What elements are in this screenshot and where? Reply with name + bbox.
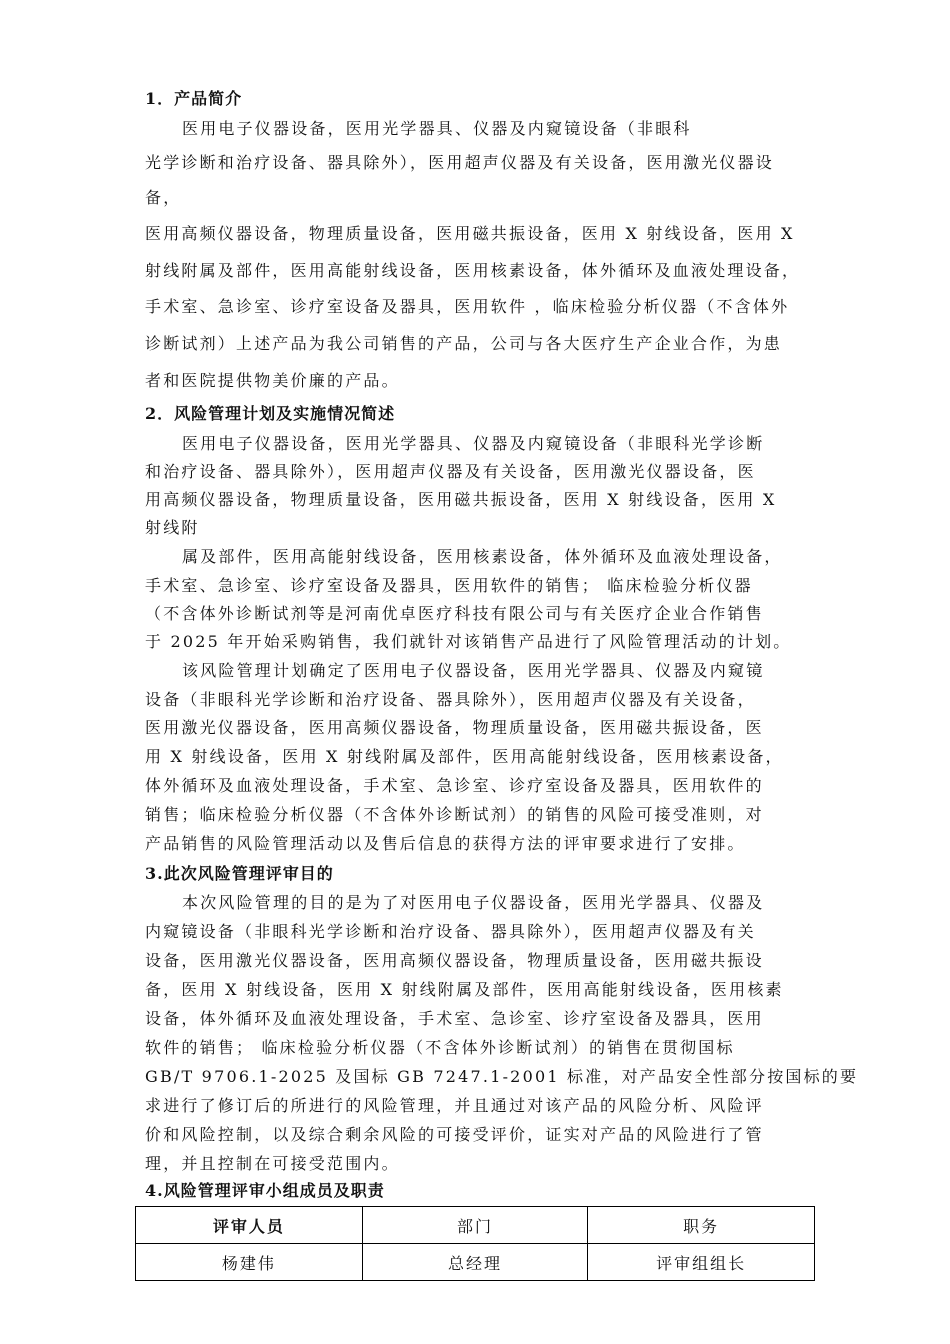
section-4-heading: 4.风险管理评审小组成员及职责 bbox=[145, 1181, 385, 1200]
paragraph-line: 本次风险管理的目的是为了对医用电子仪器设备，医用光学器具、仪器及 bbox=[182, 893, 765, 912]
section-3-heading: 3.此次风险管理评审目的 bbox=[145, 864, 334, 883]
table-header-cell: 部门 bbox=[362, 1207, 588, 1244]
paragraph-line: 备， bbox=[145, 188, 182, 207]
paragraph-line: 和治疗设备、器具除外），医用超声仪器及有关设备，医用激光仪器设备，医 bbox=[145, 462, 756, 481]
paragraph-line: 医用电子仪器设备，医用光学器具、仪器及内窥镜设备（非眼科光学诊断 bbox=[182, 434, 765, 453]
paragraph-line: 于 2025 年开始采购销售，我们就针对该销售产品进行了风险管理活动的计划。 bbox=[145, 632, 792, 651]
paragraph-line: 内窥镜设备（非眼科光学诊断和治疗设备、器具除外），医用超声仪器及有关 bbox=[145, 922, 756, 941]
paragraph-line: 光学诊断和治疗设备、器具除外），医用超声仪器及有关设备，医用激光仪器设 bbox=[145, 153, 775, 172]
paragraph-line: 软件的销售； 临床检验分析仪器（不含体外诊断试剂）的销售在贯彻国标 bbox=[145, 1038, 735, 1057]
paragraph-line: 理，并且控制在可接受范围内。 bbox=[145, 1154, 400, 1173]
paragraph-line: 该风险管理计划确定了医用电子仪器设备，医用光学器具、仪器及内窥镜 bbox=[182, 661, 765, 680]
paragraph-line: 手术室、急诊室、诊疗室设备及器具，医用软件的销售； 临床检验分析仪器 bbox=[145, 576, 753, 595]
paragraph-line: 价和风险控制，以及综合剩余风险的可接受评价，证实对产品的风险进行了管 bbox=[145, 1125, 764, 1144]
table-header-row bbox=[136, 1207, 815, 1244]
paragraph-line: 设备，体外循环及血液处理设备，手术室、急诊室、诊疗室设备及器具，医用 bbox=[145, 1009, 764, 1028]
paragraph-line: （不含体外诊断试剂等是河南优卓医疗科技有限公司与有关医疗企业合作销售 bbox=[145, 604, 764, 623]
paragraph-line: 求进行了修订后的所进行的风险管理，并且通过对该产品的风险分析、风险评 bbox=[145, 1096, 764, 1115]
paragraph-line: 医用电子仪器设备，医用光学器具、仪器及内窥镜设备（非眼科 bbox=[182, 119, 692, 138]
paragraph-line: 体外循环及血液处理设备，手术室、急诊室、诊疗室设备及器具，医用软件的 bbox=[145, 776, 764, 795]
paragraph-line: 设备，医用激光仪器设备，医用高频仪器设备，物理质量设备，医用磁共振设 bbox=[145, 951, 764, 970]
paragraph-line: 医用激光仪器设备，医用高频仪器设备，物理质量设备，医用磁共振设备，医 bbox=[145, 718, 764, 737]
paragraph-line: 销售；临床检验分析仪器（不含体外诊断试剂）的销售的风险可接受准则，对 bbox=[145, 805, 764, 824]
table-row bbox=[136, 1244, 815, 1281]
table-header-cell: 评审人员 bbox=[136, 1207, 363, 1244]
paragraph-line: 射线附属及部件，医用高能射线设备，医用核素设备，体外循环及血液处理设备， bbox=[145, 261, 801, 280]
table-cell: 评审组组长 bbox=[588, 1244, 815, 1281]
table-cell: 总经理 bbox=[362, 1244, 588, 1281]
table-header-cell: 职务 bbox=[588, 1207, 815, 1244]
paragraph-line: 者和医院提供物美价廉的产品。 bbox=[145, 371, 400, 390]
paragraph-line: 射线附 bbox=[145, 518, 200, 537]
paragraph-line: 设备（非眼科光学诊断和治疗设备、器具除外），医用超声仪器及有关设备， bbox=[145, 690, 756, 709]
paragraph-line: 备，医用 X 射线设备，医用 X 射线附属及部件，医用高能射线设备，医用核素 bbox=[145, 980, 784, 999]
section-1-heading: 1．产品简介 bbox=[145, 89, 243, 108]
paragraph-line: GB/T 9706.1-2025 及国标 GB 7247.1-2001 标准，对产品安全性部分按国标的要 bbox=[145, 1067, 859, 1086]
paragraph-line: 用 X 射线设备，医用 X 射线附属及部件，医用高能射线设备，医用核素设备， bbox=[145, 747, 784, 766]
review-team-table bbox=[135, 1206, 815, 1281]
paragraph-line: 诊断试剂）上述产品为我公司销售的产品，公司与各大医疗生产企业合作，为患 bbox=[145, 334, 783, 353]
paragraph-line: 用高频仪器设备，物理质量设备，医用磁共振设备，医用 X 射线设备，医用 X bbox=[145, 490, 777, 509]
paragraph-line: 手术室、急诊室、诊疗室设备及器具，医用软件 ，临床检验分析仪器（不含体外 bbox=[145, 297, 790, 316]
paragraph-line: 属及部件，医用高能射线设备，医用核素设备，体外循环及血液处理设备， bbox=[182, 547, 783, 566]
paragraph-line: 产品销售的风险管理活动以及售后信息的获得方法的评审要求进行了安排。 bbox=[145, 834, 746, 853]
section-2-heading: 2．风险管理计划及实施情况简述 bbox=[145, 404, 396, 423]
table-cell: 杨建伟 bbox=[136, 1244, 363, 1281]
paragraph-line: 医用高频仪器设备，物理质量设备，医用磁共振设备，医用 X 射线设备，医用 X bbox=[145, 224, 795, 243]
